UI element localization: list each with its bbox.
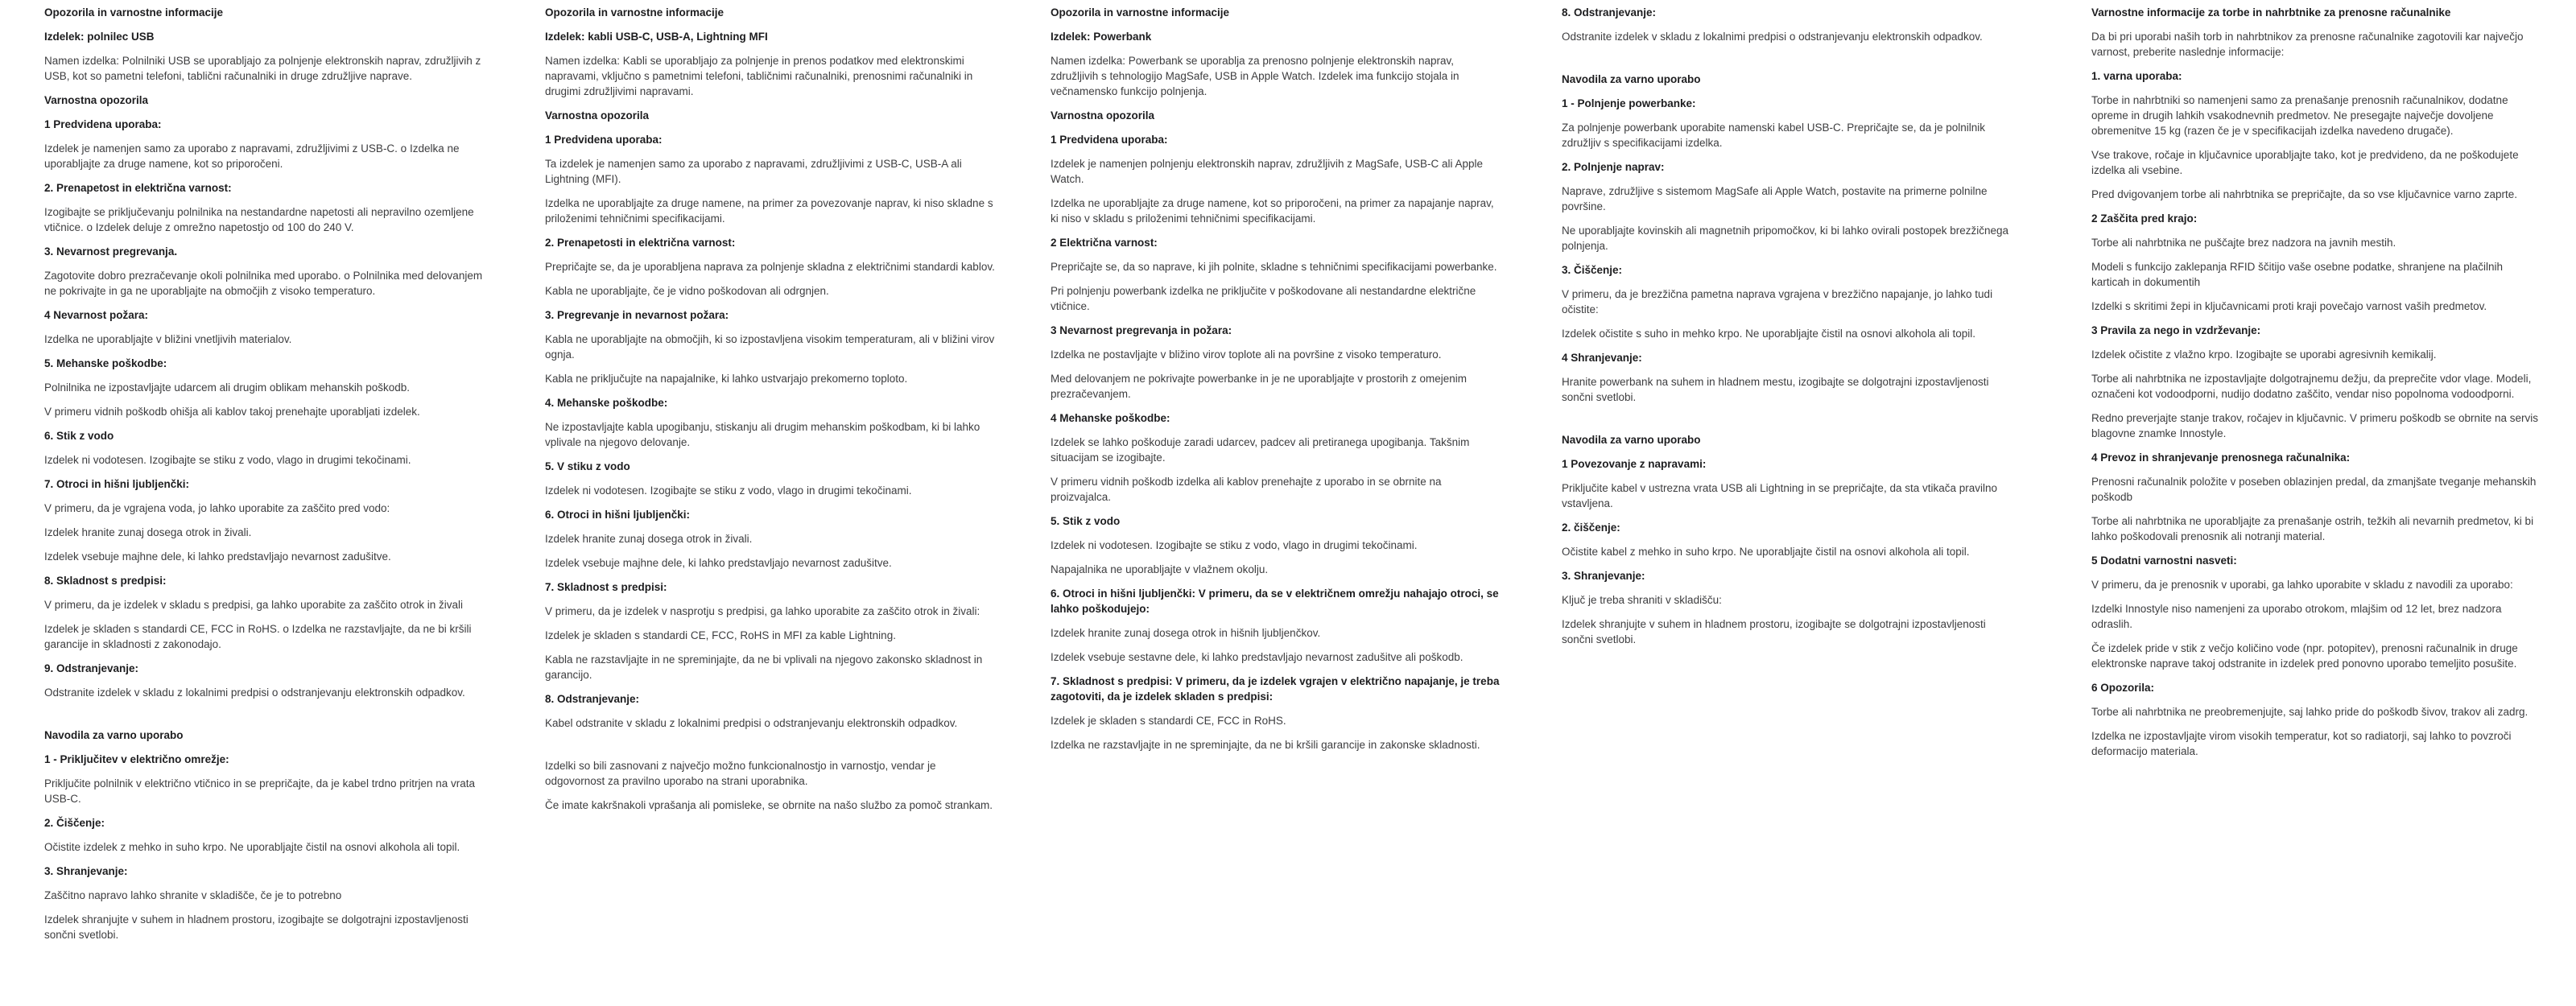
section-heading: 3. Shranjevanje: bbox=[44, 865, 128, 877]
section-heading: 4 Prevoz in shranjevanje prenosnega računalnika: bbox=[2091, 451, 2351, 464]
paragraph: Redno preverjajte stanje trakov, ročajev in ključavnic. V primeru poškodb se obrnite na servis blagovne znamke Innostyle. bbox=[2091, 412, 2539, 439]
section-heading: Opozorila in varnostne informacije bbox=[1051, 6, 1230, 19]
paragraph: Napajalnika ne uporabljajte v vlažnem okolju. bbox=[1051, 563, 1269, 575]
section-heading: 7. Skladnost s predpisi: V primeru, da je izdelek vgrajen v električno napajanje, je treba zagotoviti, da je izdelek skladen s predpisi: bbox=[1051, 675, 1500, 703]
paragraph: Namen izdelka: Kabli se uporabljajo za polnjenje in prenos podatkov med elektronskimi napravami, vključno s pametnimi telefoni, tabličnimi računalniki, prenosnimi računalniki in drugimi združljivimi napravami. bbox=[545, 55, 973, 97]
paragraph: Izdelek vsebuje majhne dele, ki lahko predstavljajo nevarnost zadušitve. bbox=[44, 550, 391, 563]
section-heading: 6. Otroci in hišni ljubljenčki: bbox=[545, 509, 691, 521]
section-heading: Izdelek: polnilec USB bbox=[44, 31, 155, 43]
paragraph: Priključite kabel v ustrezna vrata USB ali Lightning in se prepričajte, da sta vtikača pravilno vstavljena. bbox=[1562, 482, 1998, 509]
section-heading: Opozorila in varnostne informacije bbox=[545, 6, 724, 19]
section-heading: 1 - Priključitev v električno omrežje: bbox=[44, 753, 229, 765]
paragraph: Izdelek je skladen s standardi CE, FCC in RoHS. o Izdelka ne razstavljajte, da ne bi kršili garancije in skladnosti z zakonodajo. bbox=[44, 623, 472, 650]
section-heading: 2. Polnjenje naprav: bbox=[1562, 161, 1665, 173]
section-heading: 5. V stiku z vodo bbox=[545, 460, 630, 472]
paragraph: Kabla ne priključujte na napajalnike, ki lahko ustvarjajo prekomerno toploto. bbox=[545, 373, 908, 385]
section-heading: 7. Otroci in hišni ljubljenčki: bbox=[44, 478, 190, 490]
paragraph: Če imate kakršnakoli vprašanja ali pomisleke, se obrnite na našo službo za pomoč strankam. bbox=[545, 799, 993, 811]
paragraph: Odstranite izdelek v skladu z lokalnimi predpisi o odstranjevanju elektronskih odpadkov. bbox=[1562, 31, 1983, 43]
section-heading: 4. Mehanske poškodbe: bbox=[545, 397, 668, 409]
section-heading: 1 - Polnjenje powerbanke: bbox=[1562, 97, 1696, 109]
section-heading: 5. Mehanske poškodbe: bbox=[44, 357, 167, 369]
section-heading: 5 Dodatni varnostni nasveti: bbox=[2091, 555, 2237, 567]
paragraph: Torbe ali nahrbtnika ne puščajte brez nadzora na javnih mestih. bbox=[2091, 237, 2396, 249]
column-usb-charger-warnings bbox=[44, 5, 497, 951]
paragraph: Zaščitno napravo lahko shranite v skladišče, če je to potrebno bbox=[44, 889, 342, 901]
paragraph: Izdelka ne izpostavljajte virom visokih temperatur, kot so radiatorji, saj lahko to povzroči deformacijo materiala. bbox=[2091, 730, 2512, 757]
paragraph: Izdelek očistite s suho in mehko krpo. Ne uporabljajte čistil na osnovi alkohola ali topil. bbox=[1562, 328, 1976, 340]
paragraph: V primeru, da je izdelek v nasprotju s predpisi, ga lahko uporabite za zaščito otrok in živali: bbox=[545, 605, 980, 617]
paragraph: Naprave, združljive s sistemom MagSafe ali Apple Watch, postavite na primerne polnilne površine. bbox=[1562, 185, 1988, 212]
section-heading: 1 Povezovanje z napravami: bbox=[1562, 458, 1707, 470]
section-heading: 3 Nevarnost pregrevanja in požara: bbox=[1051, 324, 1232, 336]
paragraph: V primeru, da je prenosnik v uporabi, ga lahko uporabite v skladu z navodili za uporabo: bbox=[2091, 579, 2513, 591]
section-heading: 4 Nevarnost požara: bbox=[44, 309, 149, 321]
paragraph: Odstranite izdelek v skladu z lokalnimi predpisi o odstranjevanju elektronskih odpadkov. bbox=[44, 686, 465, 699]
section-heading: 3. Čiščenje: bbox=[1562, 264, 1623, 276]
paragraph: Izdelka ne razstavljajte in ne spreminjajte, da ne bi kršili garancije in zakonske skladnosti. bbox=[1051, 739, 1480, 751]
section-heading: 5. Stik z vodo bbox=[1051, 515, 1121, 527]
section-heading: 8. Odstranjevanje: bbox=[1562, 6, 1657, 19]
paragraph: Izdelek shranjujte v suhem in hladnem prostoru, izogibajte se dolgotrajni izpostavljenosti sončni svetlobi. bbox=[44, 913, 469, 941]
paragraph: Izdelek hranite zunaj dosega otrok in živali. bbox=[545, 533, 753, 545]
paragraph: Izdelka ne uporabljajte v bližini vnetljivih materialov. bbox=[44, 333, 292, 345]
section-heading: 6 Opozorila: bbox=[2091, 682, 2155, 694]
paragraph: Priključite polnilnik v električno vtičnico in se prepričajte, da je kabel trdno pritrjen na vrata USB-C. bbox=[44, 777, 476, 805]
section-heading: 2. čiščenje: bbox=[1562, 522, 1620, 534]
paragraph: Prepričajte se, da je uporabljena naprava za polnjenje skladna z električnimi standardi kablov. bbox=[545, 261, 995, 273]
paragraph: Izdelki s skritimi žepi in ključavnicami proti kraji povečajo varnost vaših predmetov. bbox=[2091, 300, 2487, 312]
section-heading: 1 Predvidena uporaba: bbox=[44, 118, 162, 130]
paragraph: Ne izpostavljajte kabla upogibanju, stiskanju ali drugim mehanskim poškodbam, ki bi lahko vplivale na njegovo delovanje. bbox=[545, 421, 980, 448]
paragraph: Torbe ali nahrbtnika ne uporabljajte za prenašanje ostrih, težkih ali nevarnih predmetov, ki bi lahko poškodovali prenosnik ali notranji material. bbox=[2091, 515, 2534, 542]
paragraph: Očistite izdelek z mehko in suho krpo. Ne uporabljajte čistil na osnovi alkohola ali topil. bbox=[44, 841, 460, 853]
paragraph: V primeru, da je vgrajena voda, jo lahko uporabite za zaščito pred vodo: bbox=[44, 502, 390, 514]
paragraph: Izdelek hranite zunaj dosega otrok in hišnih ljubljenčkov. bbox=[1051, 627, 1321, 639]
section-heading: 2 Zaščita pred krajo: bbox=[2091, 212, 2198, 225]
paragraph: Če izdelek pride v stik z večjo količino vode (npr. potopitev), prenosni računalnik in druge elektronske naprave takoj odstranite in izdelek pred ponovno uporabo temeljito posušite. bbox=[2091, 642, 2518, 670]
paragraph: Izdelek se lahko poškoduje zaradi udarcev, padcev ali pretiranega upogibanja. Takšnim situacijam se izogibajte. bbox=[1051, 436, 1470, 464]
paragraph: Izdelek je namenjen samo za uporabo z napravami, združljivimi z USB-C. o Izdelka ne uporabljajte za druge namene, kot so priporočeni. bbox=[44, 142, 460, 170]
section-heading: Navodila za varno uporabo bbox=[1562, 73, 1701, 85]
paragraph: Da bi pri uporabi naših torb in nahrbtnikov za prenosne računalnike zagotovili kar največjo varnost, preberite naslednje informacije: bbox=[2091, 31, 2524, 58]
paragraph: Izdelek ni vodotesen. Izogibajte se stiku z vodo, vlago in drugimi tekočinami. bbox=[1051, 539, 1418, 551]
section-heading: Izdelek: kabli USB-C, USB-A, Lightning MFI bbox=[545, 31, 768, 43]
paragraph: Torbe in nahrbtniki so namenjeni samo za prenašanje prenosnih računalnikov, dodatne opreme in drugih lahkih vsakodnevnih predmetov. Ne presegajte največje dovoljene obremenitve 15 kg (razen če je v specifikacijah izdelka navedeno drugače). bbox=[2091, 94, 2508, 137]
paragraph: Očistite kabel z mehko in suho krpo. Ne uporabljajte čistil na osnovi alkohola ali topil. bbox=[1562, 546, 1970, 558]
paragraph: Izdelek ni vodotesen. Izogibajte se stiku z vodo, vlago in drugimi tekočinami. bbox=[545, 484, 912, 497]
paragraph: Torbe ali nahrbtnika ne preobremenjujte, saj lahko pride do poškodb šivov, trakov ali zadrg. bbox=[2091, 706, 2529, 718]
paragraph: Izdelek je skladen s standardi CE, FCC in RoHS. bbox=[1051, 715, 1286, 727]
section-heading: 8. Odstranjevanje: bbox=[545, 693, 640, 705]
paragraph: V primeru vidnih poškodb izdelka ali kablov prenehajte z uporabo in se obrnite na proizvajalca. bbox=[1051, 476, 1442, 503]
column-cables-warnings bbox=[545, 5, 997, 822]
paragraph: V primeru vidnih poškodb ohišja ali kablov takoj prenehajte uporabljati izdelek. bbox=[44, 406, 420, 418]
paragraph: Izdelek očistite z vlažno krpo. Izogibajte se uporabi agresivnih kemikalij. bbox=[2091, 348, 2437, 361]
section-heading: Varnostna opozorila bbox=[545, 109, 650, 122]
paragraph: Modeli s funkcijo zaklepanja RFID ščitijo vaše osebne podatke, shranjene na plačilnih karticah in dokumentih bbox=[2091, 261, 2504, 288]
column-powerbank-and-cable-usage bbox=[1562, 5, 2014, 656]
paragraph: Med delovanjem ne pokrivajte powerbanke in je ne uporabljajte v prostorih z omejenim prezračevanjem. bbox=[1051, 373, 1468, 400]
section-heading: 6. Stik z vodo bbox=[44, 430, 114, 442]
section-heading: Izdelek: Powerbank bbox=[1051, 31, 1152, 43]
paragraph: Pri polnjenju powerbank izdelka ne priključite v poškodovane ali nestandardne električne vtičnice. bbox=[1051, 285, 1476, 312]
paragraph: Izdelek ni vodotesen. Izogibajte se stiku z vodo, vlago in drugimi tekočinami. bbox=[44, 454, 411, 466]
section-heading: 2 Električna varnost: bbox=[1051, 237, 1158, 249]
section-heading: 6. Otroci in hišni ljubljenčki: V primeru, da se v električnem omrežju nahajajo otroci, se lahko poškodujejo: bbox=[1051, 588, 1499, 615]
paragraph: Izdelek je namenjen polnjenju elektronskih naprav, združljivih z MagSafe, USB-C ali Apple Watch. bbox=[1051, 158, 1484, 185]
paragraph: Prepričajte se, da so naprave, ki jih polnite, skladne s tehničnimi specifikacijami powerbanke. bbox=[1051, 261, 1497, 273]
section-heading: Navodila za varno uporabo bbox=[1562, 434, 1701, 446]
paragraph: Izdelka ne postavljajte v bližino virov toplote ali na površine z visoko temperaturo. bbox=[1051, 348, 1442, 361]
paragraph: Izdelek vsebuje sestavne dele, ki lahko predstavljajo nevarnost zadušitve ali poškodb. bbox=[1051, 651, 1463, 663]
paragraph: Namen izdelka: Powerbank se uporablja za prenosno polnjenje elektronskih naprav, združljivih s tehnologijo MagSafe, USB in Apple Watch. Izdelek ima funkcijo stojala in večnamensko funkcijo polnjenja. bbox=[1051, 55, 1459, 97]
paragraph: Hranite powerbank na suhem in hladnem mestu, izogibajte se dolgotrajni izpostavljenosti sončni svetlobi. bbox=[1562, 376, 1989, 403]
paragraph: Izdelki Innostyle niso namenjeni za uporabo otrokom, mlajšim od 12 let, brez nadzora odraslih. bbox=[2091, 603, 2502, 630]
paragraph: Zagotovite dobro prezračevanje okoli polnilnika med uporabo. o Polnilnika med delovanjem ne pokrivajte in ga ne uporabljajte na območjih z visoko temperaturo. bbox=[44, 270, 483, 297]
paragraph: Izdelka ne uporabljajte za druge namene, kot so priporočeni, na primer za napajanje naprav, ki niso v skladu s priloženimi tehničnimi specifikacijami. bbox=[1051, 197, 1494, 225]
column-powerbank-warnings bbox=[1051, 5, 1503, 761]
paragraph: Kabla ne uporabljajte na območjih, ki so izpostavljena visokim temperaturam, ali v bližini virov ognja. bbox=[545, 333, 995, 361]
paragraph: Za polnjenje powerbank uporabite namenski kabel USB-C. Prepričajte se, da je polnilnik združljiv s specifikacijami izdelka. bbox=[1562, 122, 1986, 149]
paragraph: V primeru, da je brezžična pametna naprava vgrajena v brezžično napajanje, jo lahko tudi očistite: bbox=[1562, 288, 1993, 315]
section-heading: 8. Skladnost s predpisi: bbox=[44, 575, 167, 587]
paragraph: Izdelki so bili zasnovani z največjo možno funkcionalnostjo in varnostjo, vendar je odgovornost za pravilno uporabo na strani uporabnika. bbox=[545, 760, 936, 787]
paragraph: Kabla ne uporabljajte, če je vidno poškodovan ali odrgnjen. bbox=[545, 285, 829, 297]
section-heading: 4 Shranjevanje: bbox=[1562, 352, 1642, 364]
paragraph: Ključ je treba shraniti v skladišču: bbox=[1562, 594, 1722, 606]
paragraph: Izdelka ne uporabljajte za druge namene, na primer za povezovanje naprav, ki niso skladne s priloženimi tehničnimi specifikacijami. bbox=[545, 197, 993, 225]
paragraph: Namen izdelka: Polnilniki USB se uporabljajo za polnjenje elektronskih naprav, združljivih z USB, kot so pametni telefoni, tablični računalniki in druge združljive naprave. bbox=[44, 55, 481, 82]
section-heading: 2. Prenapetost in električna varnost: bbox=[44, 182, 232, 194]
section-heading: 4 Mehanske poškodbe: bbox=[1051, 412, 1170, 424]
section-heading: Varnostna opozorila bbox=[44, 94, 149, 106]
section-heading: Varnostne informacije za torbe in nahrbtnike za prenosne računalnike bbox=[2091, 6, 2451, 19]
paragraph: Izdelek shranjujte v suhem in hladnem prostoru, izogibajte se dolgotrajni izpostavljenosti sončni svetlobi. bbox=[1562, 618, 1986, 645]
section-heading: 3 Pravila za nego in vzdrževanje: bbox=[2091, 324, 2261, 336]
paragraph: Pred dvigovanjem torbe ali nahrbtnika se prepričajte, da so vse ključavnice varno zaprte. bbox=[2091, 188, 2518, 200]
paragraph: Izdelek hranite zunaj dosega otrok in živali. bbox=[44, 526, 252, 538]
paragraph: Kabel odstranite v skladu z lokalnimi predpisi o odstranjevanju elektronskih odpadkov. bbox=[545, 717, 958, 729]
paragraph: Prenosni računalnik položite v poseben oblazinjen predal, da zmanjšate tveganje mehanskih poškodb bbox=[2091, 476, 2537, 503]
section-heading: 1. varna uporaba: bbox=[2091, 70, 2182, 82]
paragraph: Kabla ne razstavljajte in ne spreminjajte, da ne bi vplivali na njegovo zakonsko skladnost in garancijo. bbox=[545, 653, 983, 681]
paragraph: Izogibajte se priključevanju polnilnika na nestandardne napetosti ali nepravilno ozemljene vtičnice. o Izdelek deluje z omrežno napetostjo od 100 do 240 V. bbox=[44, 206, 474, 233]
section-heading: Opozorila in varnostne informacije bbox=[44, 6, 224, 19]
column-laptop-bags-safety bbox=[2091, 5, 2544, 768]
section-heading: 2. Čiščenje: bbox=[44, 817, 105, 829]
paragraph: Izdelek vsebuje majhne dele, ki lahko predstavljajo nevarnost zadušitve. bbox=[545, 557, 892, 569]
section-heading: 3. Pregrevanje in nevarnost požara: bbox=[545, 309, 729, 321]
section-heading: 7. Skladnost s predpisi: bbox=[545, 581, 667, 593]
paragraph: Vse trakove, ročaje in ključavnice uporabljajte tako, kot je predvideno, da ne poškodujete izdelka ali vsebine. bbox=[2091, 149, 2519, 176]
section-heading: 9. Odstranjevanje: bbox=[44, 662, 139, 674]
paragraph: Torbe ali nahrbtnika ne izpostavljajte dolgotrajnemu dežju, da preprečite vdor vlage. Modeli, označeni kot vodoodporni, nudijo dodatno zaščito, vendar niso popolnoma vodoodporni. bbox=[2091, 373, 2532, 400]
section-heading: 3. Nevarnost pregrevanja. bbox=[44, 245, 178, 258]
section-heading: 1 Predvidena uporaba: bbox=[1051, 134, 1168, 146]
section-heading: 1 Predvidena uporaba: bbox=[545, 134, 663, 146]
paragraph: Polnilnika ne izpostavljajte udarcem ali drugim oblikam mehanskih poškodb. bbox=[44, 381, 410, 394]
paragraph: V primeru, da je izdelek v skladu s predpisi, ga lahko uporabite za zaščito otrok in živali bbox=[44, 599, 464, 611]
paragraph: Izdelek je skladen s standardi CE, FCC, RoHS in MFI za kable Lightning. bbox=[545, 629, 896, 641]
paragraph: Ta izdelek je namenjen samo za uporabo z napravami, združljivimi z USB-C, USB-A ali Lightning (MFI). bbox=[545, 158, 962, 185]
section-heading: Varnostna opozorila bbox=[1051, 109, 1155, 122]
section-heading: Navodila za varno uporabo bbox=[44, 729, 184, 741]
paragraph: Ne uporabljajte kovinskih ali magnetnih pripomočkov, ki bi lahko ovirali postopek brezžičnega polnjenja. bbox=[1562, 225, 2009, 252]
section-heading: 2. Prenapetosti in električna varnost: bbox=[545, 237, 736, 249]
section-heading: 3. Shranjevanje: bbox=[1562, 570, 1645, 582]
